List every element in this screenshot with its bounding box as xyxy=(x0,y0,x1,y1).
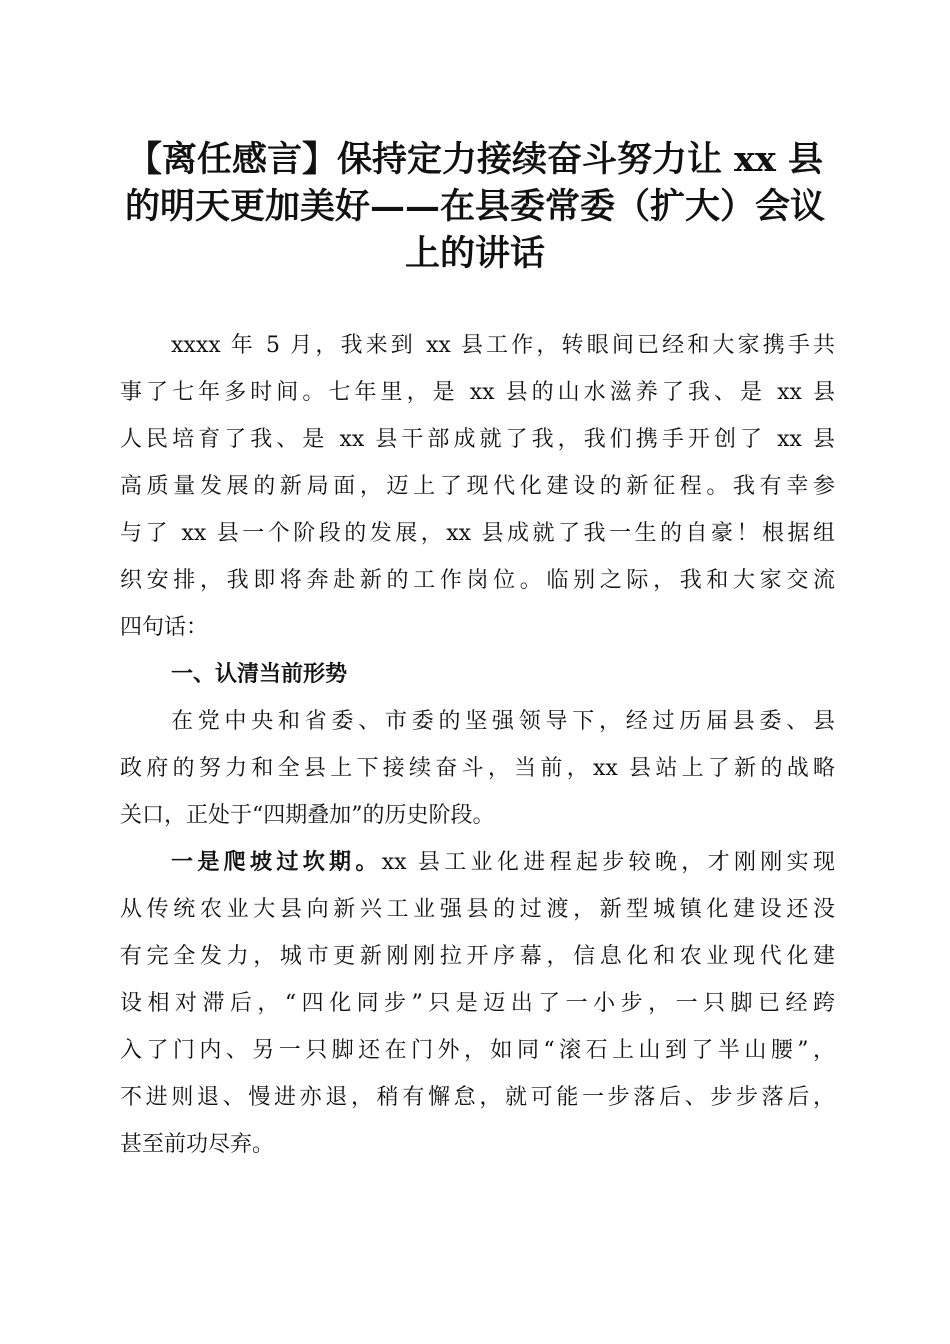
paragraph-line: 从传统农业大县向新兴工业强县的过渡，新型城镇化建设还没 xyxy=(120,897,835,922)
section-heading xyxy=(120,651,835,698)
paragraph-line: 政府的努力和全县上下接续奋斗，当前，xx 县站上了新的战略 xyxy=(120,756,835,781)
paragraph-line: 织安排，我即将奔赴新的工作岗位。临别之际，我和大家交流 xyxy=(120,568,835,593)
paragraph-line: 有完全发力，城市更新刚刚拉开序幕，信息化和农业现代化建 xyxy=(120,944,835,969)
paragraph-line: 不进则退、慢进亦退，稍有懈怠，就可能一步落后、步步落后， xyxy=(120,1085,835,1110)
paragraph-climbing-period xyxy=(120,839,835,1168)
bold-lead-phrase: 一是爬坡过坎期。 xyxy=(171,850,382,875)
first-line-rest: xx 县工业化进程起步较晚，才刚刚实现 xyxy=(381,850,835,875)
paragraph-situation xyxy=(120,698,835,839)
section-heading-text: 一、认清当前形势 xyxy=(171,662,348,687)
paragraph-line: 在党中央和省委、市委的坚强领导下，经过历届县委、县 xyxy=(171,709,835,734)
paragraph-line: 甚至前功尽弃。 xyxy=(120,1132,275,1157)
paragraph-line xyxy=(120,839,835,886)
document-title xyxy=(110,136,840,277)
title-line: 的明天更加美好——在县委常委（扩大）会议 xyxy=(124,186,825,227)
paragraph-line: 与了 xx 县一个阶段的发展，xx 县成就了我一生的自豪！根据组 xyxy=(120,521,835,546)
paragraph-line: 入了门内、另一只脚还在门外，如同“滚石上山到了半山腰”， xyxy=(120,1038,835,1063)
paragraph-line: xxxx 年 5 月，我来到 xx 县工作，转眼间已经和大家携手共 xyxy=(171,333,835,358)
paragraph-line: 高质量发展的新局面，迈上了现代化建设的新征程。我有幸参 xyxy=(120,474,835,499)
paragraph-line: 设相对滞后，“四化同步”只是迈出了一小步，一只脚已经跨 xyxy=(120,991,835,1016)
title-line: 【离任感言】保持定力接续奋斗努力让 xx 县 xyxy=(126,139,824,180)
document-body xyxy=(120,322,835,1168)
paragraph-intro xyxy=(120,322,835,651)
paragraph-line: 关口，正处于“四期叠加”的历史阶段。 xyxy=(120,803,495,828)
paragraph-line: 事了七年多时间。七年里，是 xx 县的山水滋养了我、是 xx 县 xyxy=(120,380,835,405)
paragraph-line: 四句话： xyxy=(120,615,209,640)
paragraph-line: 人民培育了我、是 xx 县干部成就了我，我们携手开创了 xx 县 xyxy=(120,427,835,452)
title-line: 上的讲话 xyxy=(404,233,545,274)
